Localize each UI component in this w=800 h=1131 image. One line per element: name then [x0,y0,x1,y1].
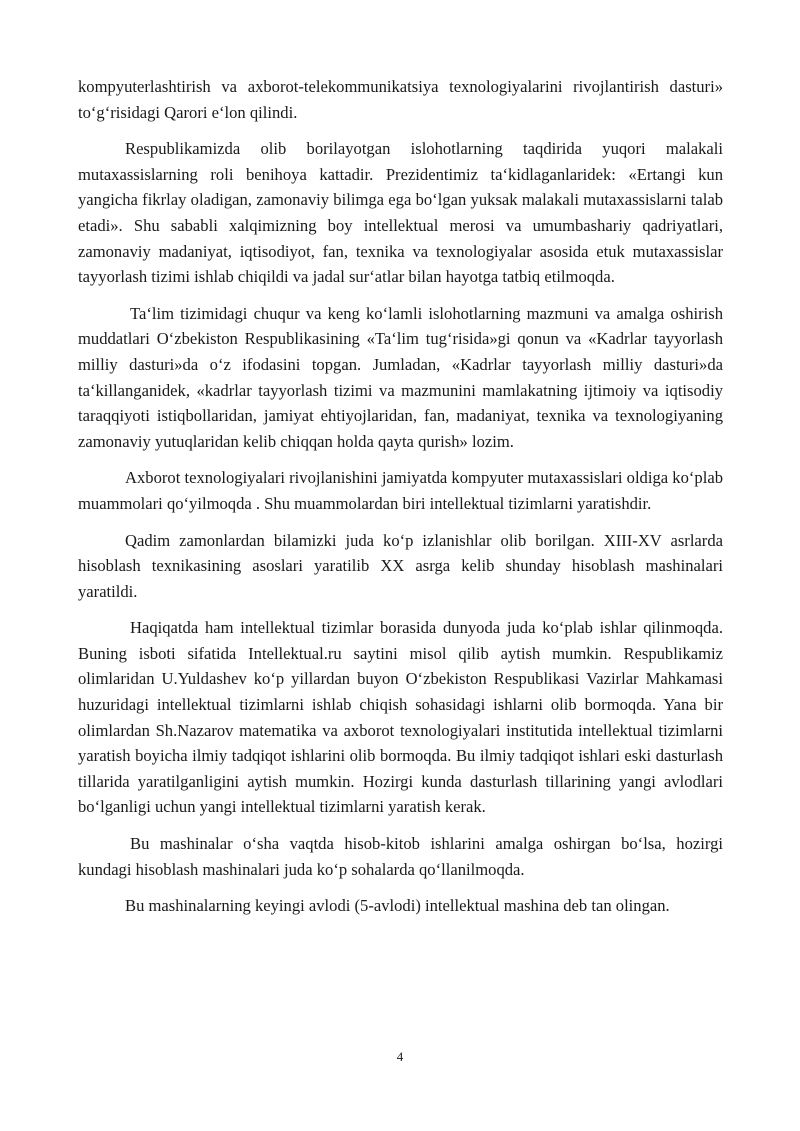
document-body [78,74,723,930]
paragraph: Bu mashinalar o‘sha vaqtda hisob-kitob ishlarini amalga oshirgan bo‘lsa, hozirgi kundagi hisoblash mashinalari juda ko‘p sohalarda qo‘llanilmoqda. [78,834,723,879]
paragraph: Ta‘lim tizimidagi chuqur va keng ko‘lamli islohotlarning mazmuni va amalga oshirish muddatlari O‘zbekiston Respublikasining «Ta‘lim tug‘risida»gi qonun va «Kadrlar tayyorlash milliy dasturi»da o‘z ifodasini topgan. Jumladan, «Kadrlar tayyorlash milliy dasturi»da ta‘killanganidek, «kadrlar tayyorlash tizimi va mazmunini mamlakatning ijtimoiy va iqtisodiy taraqqiyoti istiqbollaridan, jamiyat ehtiyojlaridan, fan, madaniyat, texnika va texnologiyaning zamonaviy yutuqlaridan kelib chiqqan holda qayta qurish» lozim. [78,303,723,451]
page-number: 4 [396,1049,404,1064]
paragraph: Respublikamizda olib borilayotgan islohotlarning taqdirida yuqori malakali mutaxassislarning roli benihoya kattadir. Prezidentimiz ta‘kidlaganlaridek: «Ertangi kun yangicha fikrlay oladigan, zamonaviy bilimga ega bo‘lgan yuksak malakali mutaxassislarni talab etadi». Shu sababli xalqimizning boy intellektual merosi va umumbashariy qadriyatlari, zamonaviy madaniyat, iqtisodiyot, fan, texnika va texnologiyalar asosida etuk mutaxassislar tayyorlash tizimi ishlab chiqildi va jadal sur‘atlar bilan hayotga tatbiq etilmoqda. [78,139,723,287]
paragraph: Qadim zamonlardan bilamizki juda ko‘p izlanishlar olib borilgan. XIII-XV asrlarda hisoblash texnikasining asoslari yaratilib XX asrga kelib shunday hisoblash mashinalari yaratildi. [78,530,723,601]
paragraph: Haqiqatda ham intellektual tizimlar borasida dunyoda juda ko‘plab ishlar qilinmoqda. Buning isboti sifatida Intellektual.ru saytini misol qilib aytish mumkin. Respublikamiz olimlaridan U.Yuldashev ko‘p yillardan buyon O‘zbekiston Respublikasi Vazirlar Mahkamasi huzuridagi intellektual tizimlarni ishlab chiqish sohasidagi ishlarni olib bormoqda. Yana bir olimlardan Sh.Nazarov matematika va axborot texnologiyalari institutida intellektual tizimlarni yaratish boyicha ilmiy tadqiqot ishlarini olib bormoqda. Bu ilmiy tadqiqot ishlari eski dasturlash tillarida yaratilganligini aytish mumkin. Hozirgi kunda dasturlash tillarining yangi avlodlari bo‘lganligi uchun yangi intellektual tizimlarni yaratish kerak. [78,618,723,817]
paragraph: Axborot texnologiyalari rivojlanishini jamiyatda kompyuter mutaxassislari oldiga ko‘plab muammolari qo‘yilmoqda . Shu muammolardan biri intellektual tizimlarni yaratishdir. [78,468,723,513]
paragraph-continuation: kompyuterlashtirish va axborot-telekommunikatsiya texnologiyalarini rivojlantirish dasturi» to‘g‘risidagi Qarori e‘lon qilindi. [78,77,723,122]
paragraph: Bu mashinalarning keyingi avlodi (5-avlodi) intellektual mashina deb tan olingan. [125,896,670,916]
